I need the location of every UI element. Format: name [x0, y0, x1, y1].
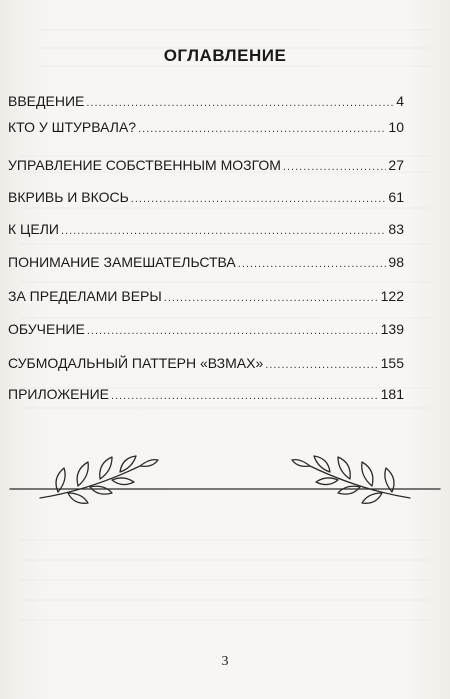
toc-entry-page: 122 [380, 288, 404, 304]
toc-entry-page: 139 [380, 321, 404, 337]
toc-entry-page: 181 [380, 386, 404, 402]
toc-entry-label: ПРИЛОЖЕНИЕ [8, 386, 110, 402]
toc-entry-learning[interactable] [8, 320, 404, 340]
toc-entry-label: ЗА ПРЕДЕЛАМИ ВЕРЫ [8, 288, 162, 304]
toc-entry-page: 10 [388, 119, 404, 135]
toc-entry-page: 155 [380, 355, 404, 371]
toc-entry-confusion[interactable] [8, 253, 404, 273]
toc-entry-label: КТО У ШТУРВАЛА? [8, 119, 137, 135]
leader-dots [61, 222, 386, 240]
leader-dots [87, 322, 379, 340]
toc-entry-page: 83 [388, 221, 404, 237]
leader-dots [238, 255, 387, 273]
toc-entry-label: ОБУЧЕНИЕ [8, 321, 85, 337]
toc-entry-label: СУБМОДАЛЬНЫЙ ПАТТЕРН «ВЗМАХ» [8, 355, 264, 371]
leader-dots [111, 387, 379, 405]
toc-entry-label: УПРАВЛЕНИЕ СОБСТВЕННЫМ МОЗГОМ [8, 157, 281, 173]
toc-entry-swish-pattern[interactable] [8, 354, 404, 374]
leader-dots [265, 356, 378, 374]
toc-entry-appendix[interactable] [8, 385, 404, 405]
toc-entry-beyond-belief[interactable] [8, 287, 404, 307]
leader-dots [164, 289, 379, 307]
toc-entry-label: ВВЕДЕНИЕ [8, 93, 85, 109]
toc-entry-label: ВКРИВЬ И ВКОСЬ [8, 189, 129, 205]
toc-entry-to-goal[interactable] [8, 220, 404, 240]
toc-entry-label: К ЦЕЛИ [8, 221, 59, 237]
page-number: 3 [221, 654, 229, 669]
toc-entry-page: 98 [388, 254, 404, 270]
toc-entry-label: ПОНИМАНИЕ ЗАМЕШАТЕЛЬСТВА [8, 254, 236, 270]
toc-entry-page: 4 [396, 93, 404, 109]
toc-entry-page: 61 [388, 189, 404, 205]
page-title: ОГЛАВЛЕНИЕ [163, 46, 287, 65]
toc-entry-page: 27 [388, 157, 404, 173]
leader-dots [131, 190, 387, 208]
toc-entry-brain-control[interactable] [8, 156, 404, 176]
leader-dots [138, 120, 386, 138]
leader-dots [283, 158, 387, 176]
toc-entry-who-at-helm[interactable] [8, 102, 404, 138]
toc-entry-crooked[interactable] [8, 188, 404, 208]
laurel-branches-icon [0, 430, 450, 530]
